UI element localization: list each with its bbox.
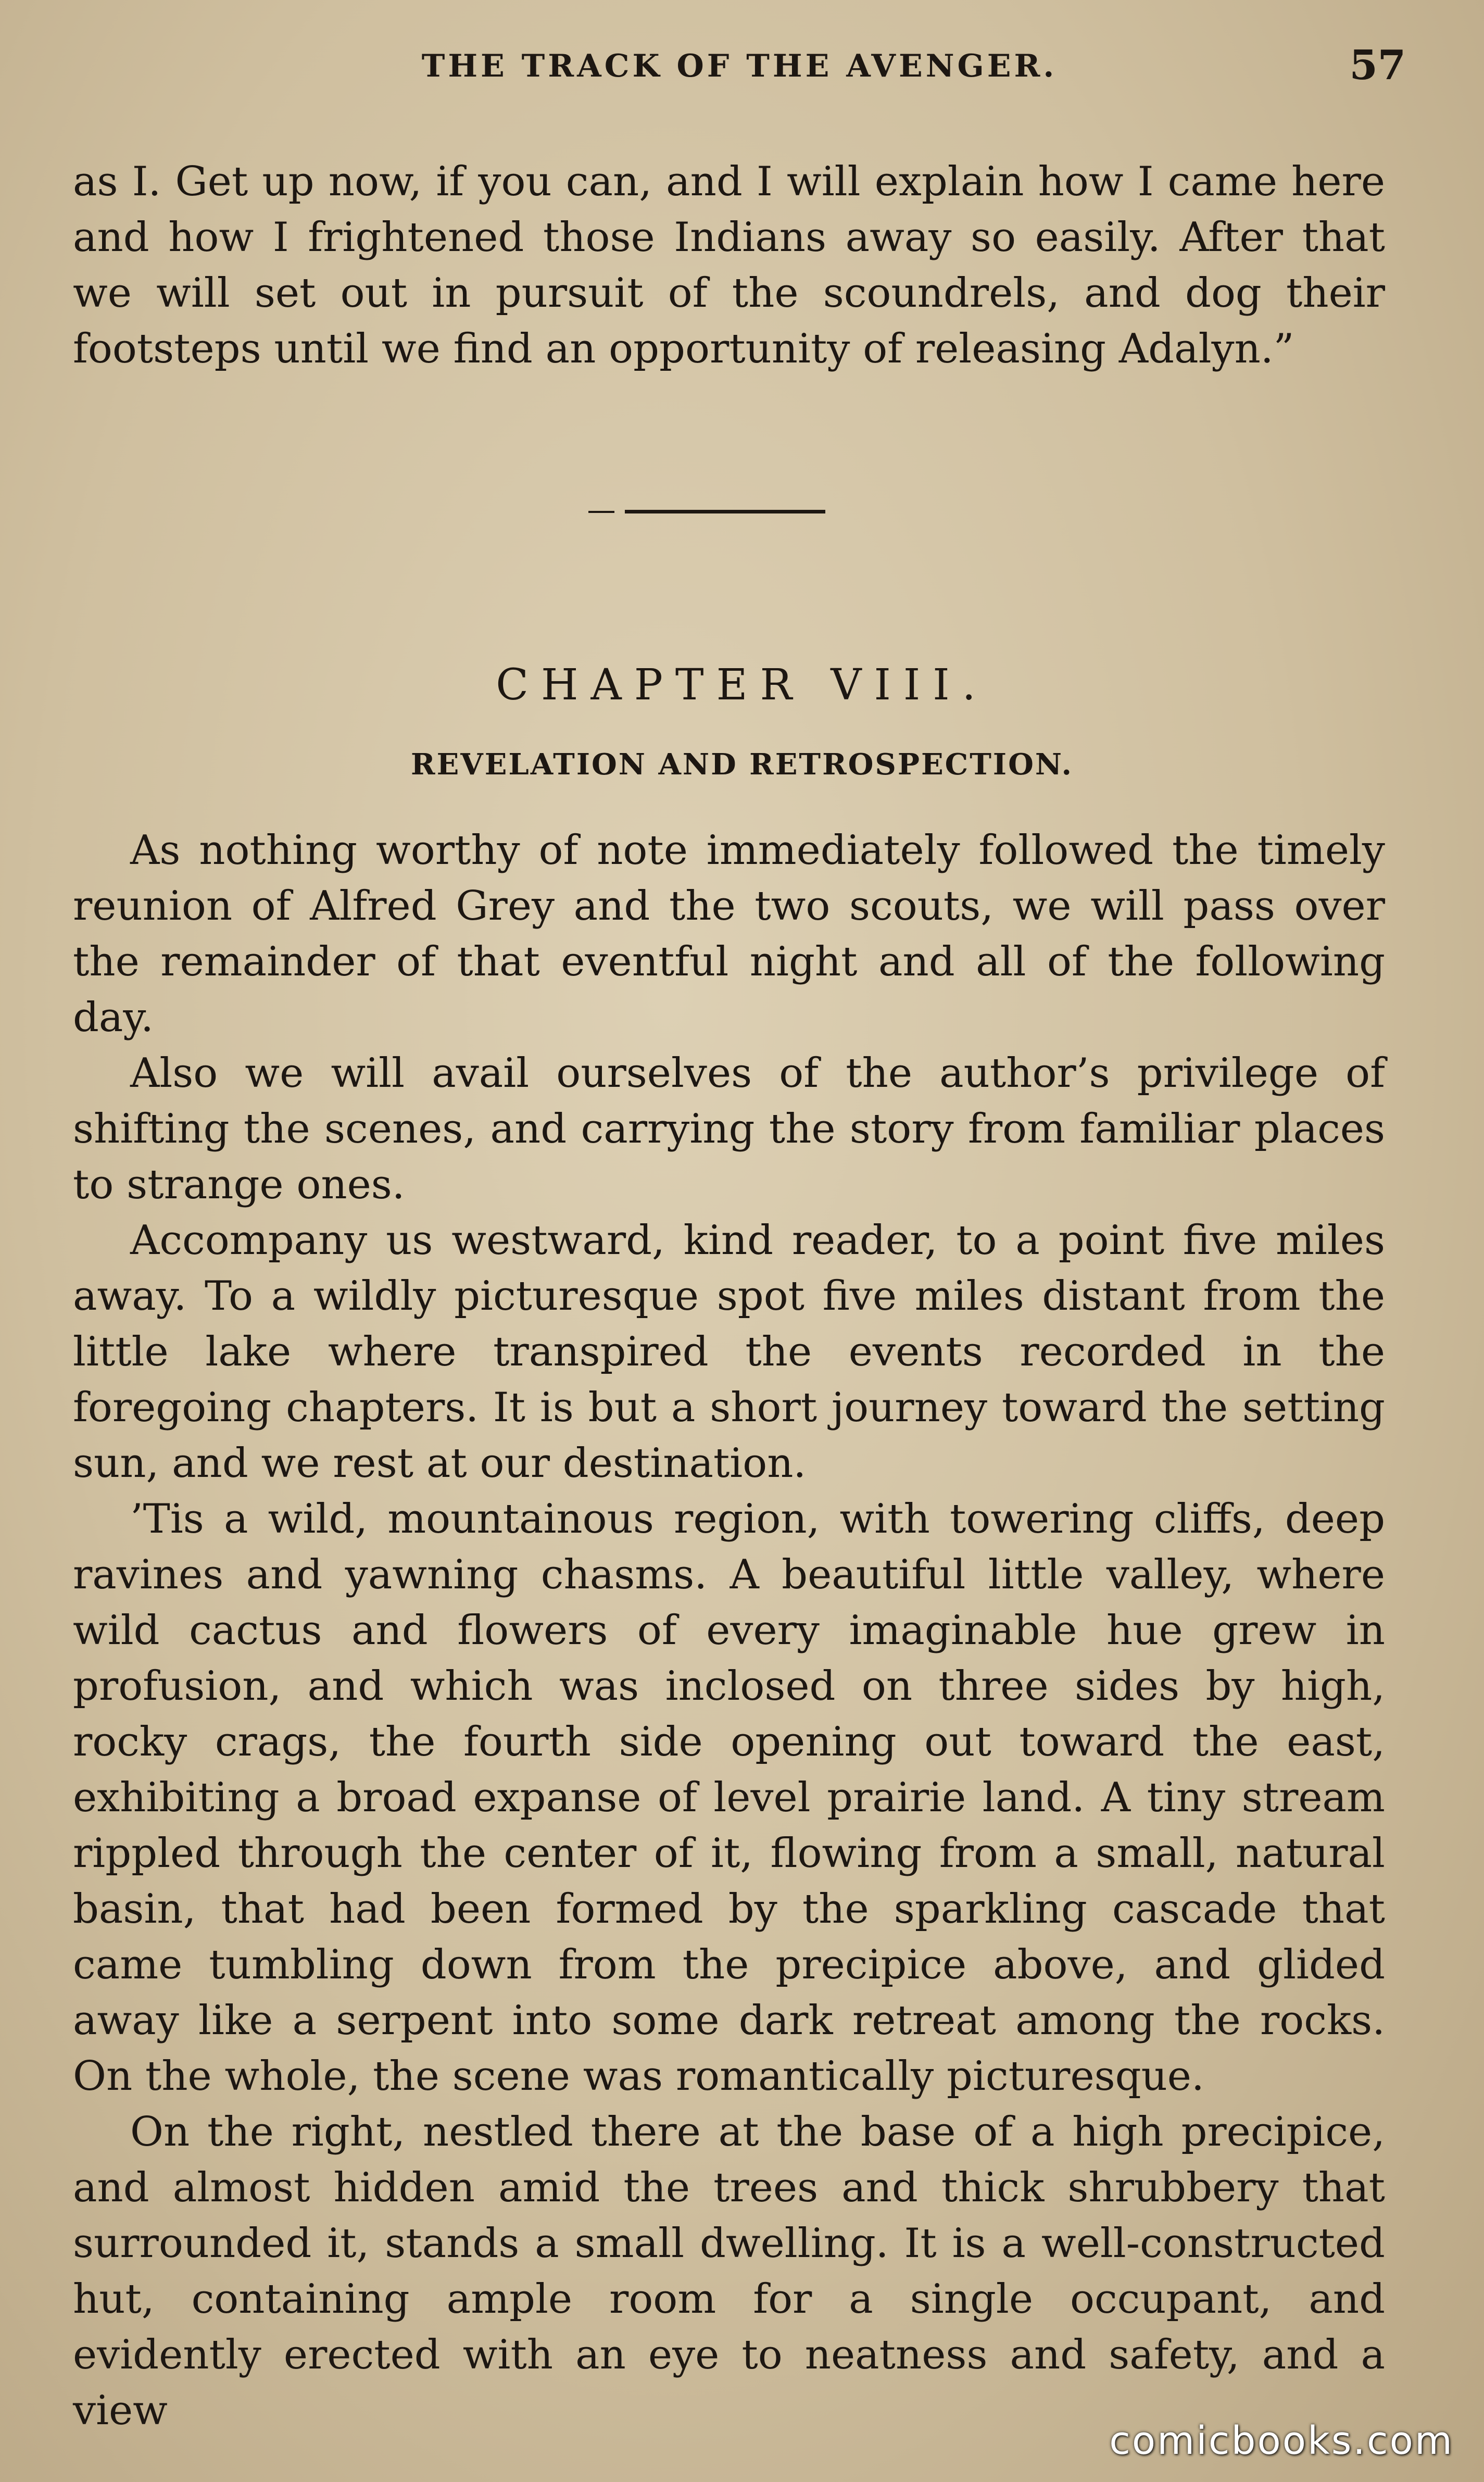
body-paragraph-3: Accompany us westward, kind reader, to a point five miles away. To a wildly picturesque spot five miles distant from the little lake where transpired the events recorded in the foregoing chapters. It is but a short journey toward the setting sun, and we rest at our destination. — [73, 1217, 1385, 1487]
chapter-subtitle: REVELATION AND RETROSPECTION. — [411, 747, 1073, 782]
running-head — [73, 42, 1406, 99]
opening-text — [73, 154, 1385, 377]
divider-dash-left — [588, 511, 614, 513]
body-paragraph-4: ’Tis a wild, mountainous region, with towering cliffs, deep ravines and yawning chasms. A beautiful little valley, where wild cactus and flowers of every imaginable hue grew in profusion, and which was inclosed on three sides by high, rocky crags, the fourth side opening out toward the east, exhibiting a broad expanse of level prairie land. A tiny stream rippled through the center of it, flowing from a small, natural basin, that had been formed by the sparkling cascade that came tumbling down from the precipice above, and glided away like a serpent into some dark retreat among the rocks. On the whole, the scene was romantically picturesque. — [73, 1496, 1385, 2100]
divider-thick-bar — [625, 510, 825, 513]
opening-paragraph: as I. Get up now, if you can, and I will explain how I came here and how I frightened those Indians away so easily. After that we will set out in pursuit of the scoundrels, and dog their footsteps until we find an opportunity of releasing Adalyn.” — [73, 158, 1385, 372]
chapter-title: CHAPTER VIII. — [496, 660, 988, 710]
chapter-body — [73, 823, 1385, 2439]
site-watermark: comicbooks.com — [1109, 2418, 1454, 2463]
body-paragraph-1: As nothing worthy of note immediately followed the timely reunion of Alfred Grey and the two scouts, we will pass over the remainder of that eventful night and all of the following day. — [73, 827, 1385, 1041]
body-paragraph-2: Also we will avail ourselves of the author’s privilege of shifting the scenes, and carrying the story from familiar places to strange ones. — [73, 1050, 1385, 1208]
page-number: 57 — [1349, 42, 1406, 89]
body-paragraph-5: On the right, nestled there at the base of a high precipice, and almost hidden amid the trees and thick shrubbery that surrounded it, stands a small dwelling. It is a well-constructed hut, containing ample room for a single occupant, and evidently erected with an eye to neatness and safety, and a view — [73, 2109, 1385, 2434]
running-title: THE TRACK OF THE AVENGER. — [421, 48, 1058, 84]
section-divider-rule — [588, 508, 862, 515]
